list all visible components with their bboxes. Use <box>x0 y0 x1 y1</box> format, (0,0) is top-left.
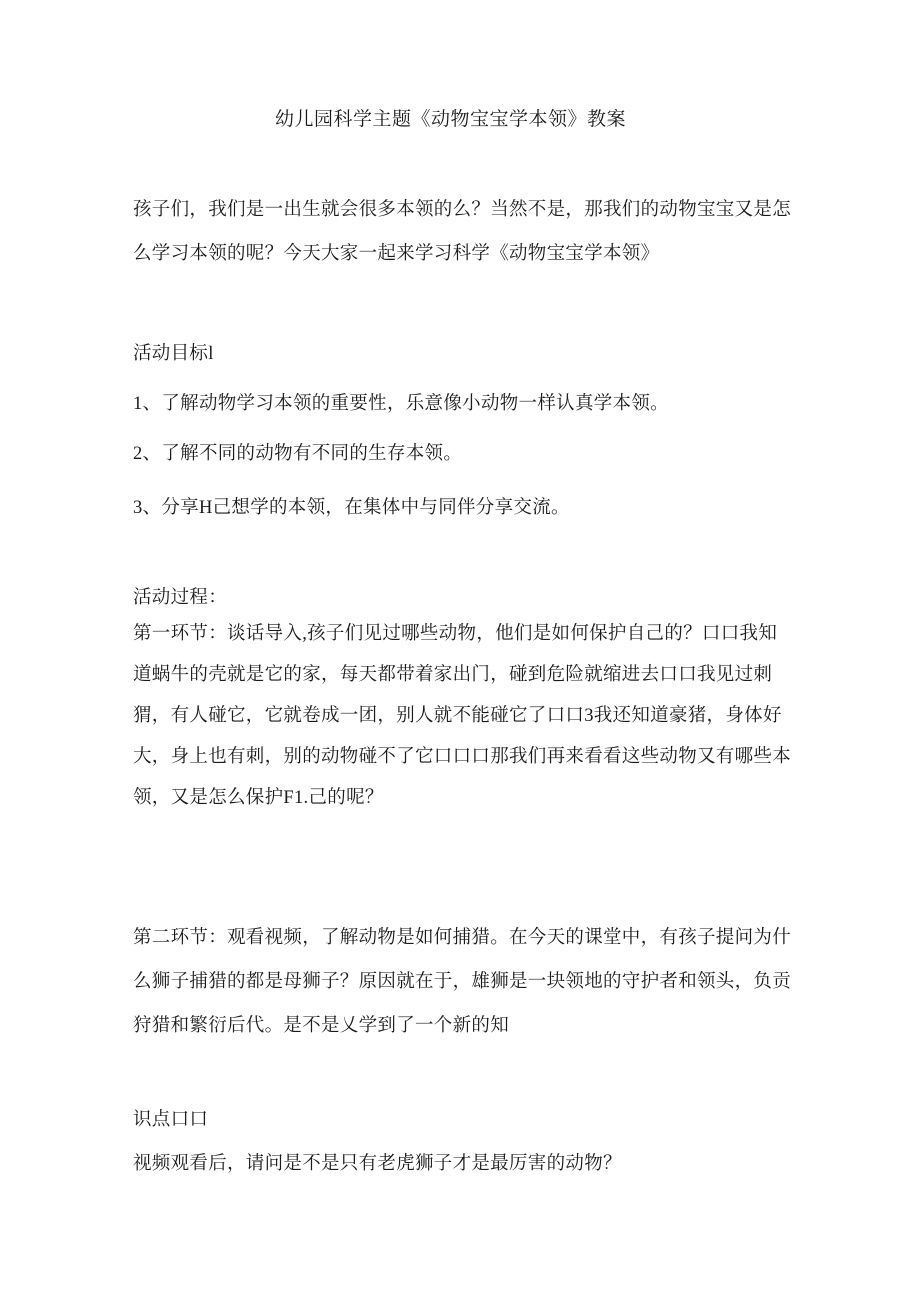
activity-goal-item: 2、了解不同的动物有不同的生存本领。 <box>133 444 463 464</box>
activity-goals-heading: 活动目标l <box>133 344 214 364</box>
process-paragraph-four: 视频观看后，请问是不是只有老虎狮子才是最厉害的动物？ <box>133 1154 622 1174</box>
process-paragraph-one: 第一环节：谈话导入,孩子们见过哪些动物，他们是如何保护自己的？口口我知道蜗牛的壳就是它的家，每天都带着家出门，碰到危险就缩进去口口我见过刺猬，有人碰它，它就卷成一团，别人就不能碰它了口口3我还知道豪猪，身体好大，身上也有刺，别的动物碰不了它口口口那我们再来看看这些动物又有哪些本领，又是怎么保护F1.己的呢？ <box>133 624 792 808</box>
activity-goal-item: 3、分享H己想学的本领，在集体中与同伴分享交流。 <box>133 498 570 518</box>
process-paragraph-two: 第二环节：观看视频，了解动物是如何捕猎。在今天的课堂中，有孩子提问为什么狮子捕猎的都是母狮子？原因就在于，雄狮是一块领地的守护者和领头，负贡狩猎和繁衍后代。是不是乂学到了一个新的知 <box>133 928 792 1036</box>
intro-paragraph: 孩子们，我们是一出生就会很多本领的么？当然不是，那我们的动物宝宝又是怎么学习本领的呢？今天大家一起来学习科学《动物宝宝学本领》 <box>133 200 792 264</box>
activity-process-heading: 活动过程： <box>133 588 228 608</box>
page-title: 幼儿园科学主题《动物宝宝学本领》教案 <box>275 109 627 130</box>
activity-goal-item: 1、了解动物学习本领的重要性，乐意像小动物一样认真学本领。 <box>133 394 669 414</box>
process-paragraph-three: 识点口口 <box>133 1110 209 1130</box>
